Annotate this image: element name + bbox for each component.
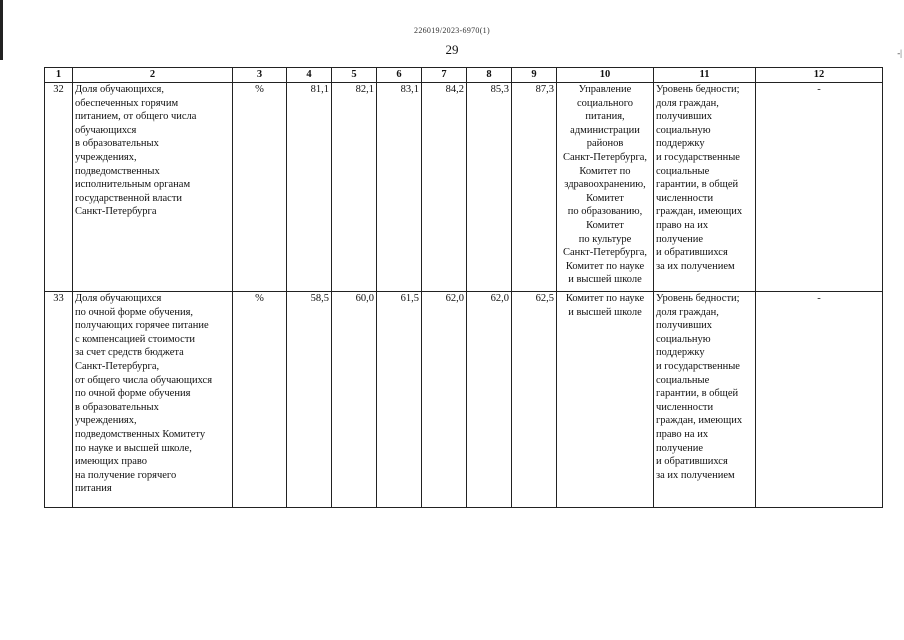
note-cell: - (756, 292, 883, 508)
text-line: гарантии, в общей (656, 179, 739, 191)
text-line: учреждениях, (75, 151, 137, 163)
text-line: и обратившихся (656, 456, 728, 468)
unit-cell: % (233, 83, 287, 292)
text-line: социальные (656, 374, 710, 386)
text-line: на получение горячего (75, 469, 177, 481)
text-line: Комитет по науке (565, 293, 645, 304)
text-line: исполнительным органам (75, 179, 191, 191)
indicator-text (73, 83, 233, 292)
text-line: получающих горячее питание (75, 320, 209, 332)
text-line: граждан, имеющих (656, 206, 743, 218)
column-header: 10 (557, 68, 654, 83)
criterion-text (654, 292, 756, 508)
table-header-row (45, 68, 883, 83)
text-line: государственной власти (75, 192, 183, 204)
column-header: 3 (233, 68, 287, 83)
text-line: по очной форме обучения, (75, 306, 194, 318)
value-cell: 81,1 (287, 83, 332, 292)
text-line: и высшей школе (568, 306, 642, 318)
text-line: за их получением (656, 469, 735, 481)
text-line: районов (586, 138, 624, 150)
responsible-text (557, 292, 654, 508)
text-line: социальную (656, 333, 711, 345)
value-cell: 61,5 (377, 292, 422, 508)
text-line: в образовательных (75, 401, 159, 413)
text-line: социальные (656, 165, 710, 177)
text-line: получение (656, 233, 704, 245)
text-line: в образовательных (75, 138, 159, 150)
text-line: Санкт-Петербурга, (562, 247, 648, 259)
unit-cell: % (233, 292, 287, 508)
column-header: 7 (422, 68, 467, 83)
text-line: по образованию, (567, 206, 643, 218)
column-header: 5 (332, 68, 377, 83)
value-cell: 60,0 (332, 292, 377, 508)
value-cell: 62,5 (512, 292, 557, 508)
value-cell: 84,2 (422, 83, 467, 292)
indicator-text (73, 292, 233, 508)
table-row (45, 83, 883, 292)
criterion-text (654, 83, 756, 292)
value-cell: 85,3 (467, 83, 512, 292)
text-line: от общего числа обучающихся (75, 374, 213, 386)
text-line: по очной форме обучения (75, 388, 191, 400)
column-header: 1 (45, 68, 73, 83)
text-line: питанием, от общего числа (75, 111, 197, 123)
text-line: Комитет по науке (565, 260, 645, 272)
column-header: 8 (467, 68, 512, 83)
text-line: имеющих право (75, 456, 148, 468)
table-row (45, 292, 883, 508)
text-line: граждан, имеющих (656, 415, 743, 427)
value-cell: 83,1 (377, 83, 422, 292)
column-header: 12 (756, 68, 883, 83)
note-cell: - (756, 83, 883, 292)
value-cell: 58,5 (287, 292, 332, 508)
text-line: доля граждан, (656, 306, 719, 318)
text-line: учреждениях, (75, 415, 137, 427)
column-header: 9 (512, 68, 557, 83)
text-line: право на их (656, 428, 709, 440)
document-id: 226019/2023-6970(1) (414, 26, 490, 35)
scan-corner-mark: -| (897, 48, 902, 58)
text-line: и обратившихся (656, 247, 728, 259)
text-line: с компенсацией стоимости (75, 333, 196, 345)
value-cell: 82,1 (332, 83, 377, 292)
value-cell: 87,3 (512, 83, 557, 292)
text-line: получивших (656, 320, 713, 332)
text-line: численности (656, 192, 714, 204)
text-line: получение (656, 442, 704, 454)
responsible-text (557, 83, 654, 292)
value-cell: 62,0 (422, 292, 467, 508)
text-line: обеспеченных горячим (75, 97, 179, 109)
text-line: социальную (656, 124, 711, 136)
text-line: подведомственных Комитету (75, 428, 206, 440)
text-line: здравоохранению, (564, 179, 646, 191)
text-line: питания (75, 483, 112, 495)
text-line: Комитет (586, 219, 624, 231)
value-cell: 62,0 (467, 292, 512, 508)
text-line: администрации (570, 124, 640, 136)
text-line: за счет средств бюджета (75, 347, 184, 359)
text-line: Уровень бедности; (656, 84, 740, 95)
text-line: Комитет по (579, 165, 631, 177)
text-line: и высшей школе (568, 274, 642, 286)
text-line: и государственные (656, 360, 740, 372)
text-line: Доля обучающихся, (75, 84, 164, 95)
column-header: 11 (654, 68, 756, 83)
column-header: 4 (287, 68, 332, 83)
text-line: получивших (656, 111, 713, 123)
text-line: численности (656, 401, 714, 413)
text-line: обучающихся (75, 124, 137, 136)
text-line: подведомственных (75, 165, 160, 177)
text-line: доля граждан, (656, 97, 719, 109)
text-line: Санкт-Петербурга (75, 206, 157, 218)
text-line: поддержку (656, 138, 705, 150)
text-line: поддержку (656, 347, 705, 359)
text-line: и государственные (656, 151, 740, 163)
text-line: Санкт-Петербурга, (75, 360, 160, 372)
text-line: Управление (578, 84, 632, 95)
page-number: 29 (445, 42, 459, 57)
indicators-table (44, 67, 883, 508)
text-line: социального (576, 97, 634, 109)
text-line: за их получением (656, 260, 735, 272)
text-line: Доля обучающихся (75, 293, 162, 304)
text-line: право на их (656, 219, 709, 231)
text-line: питания, (585, 111, 625, 123)
text-line: Уровень бедности; (656, 293, 740, 304)
column-header: 2 (73, 68, 233, 83)
text-line: Комитет (586, 192, 624, 204)
text-line: по культуре (578, 233, 632, 245)
row-number: 32 (45, 83, 73, 292)
text-line: Санкт-Петербурга, (562, 151, 648, 163)
text-line: по науке и высшей школе, (75, 442, 192, 454)
column-header: 6 (377, 68, 422, 83)
row-number: 33 (45, 292, 73, 508)
text-line: гарантии, в общей (656, 388, 739, 400)
